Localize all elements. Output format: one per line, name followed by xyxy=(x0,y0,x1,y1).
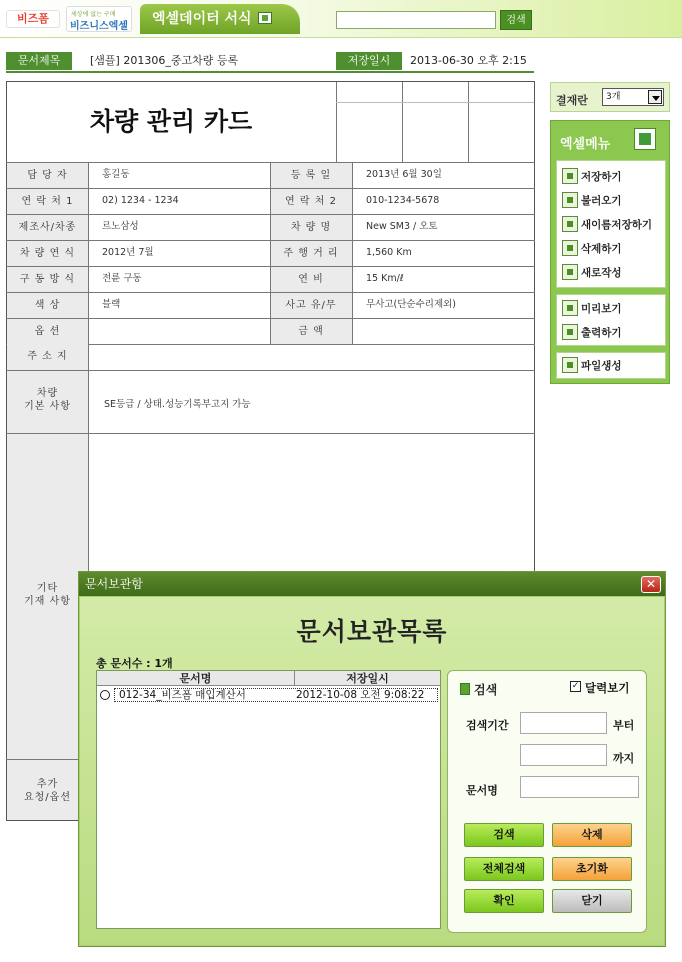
field-value: New SM3 / 오토 xyxy=(366,221,438,232)
excel-icon xyxy=(634,128,656,150)
calendar-checkbox-label[interactable]: 달력보기 xyxy=(585,681,630,695)
etc-label-1: 기타 xyxy=(36,583,59,594)
field-label: 연 락 처 1 xyxy=(7,189,88,214)
document-list[interactable] xyxy=(96,670,441,929)
close-icon[interactable]: ✕ xyxy=(641,576,661,593)
menu-item-icon xyxy=(562,168,578,184)
bizforms-logo[interactable]: 비즈폼 xyxy=(6,10,60,28)
close-button[interactable]: 닫기 xyxy=(552,889,632,913)
extra-label xyxy=(7,760,88,820)
menu-item-label: 미리보기 xyxy=(581,303,622,315)
approval-grid-line xyxy=(468,82,469,162)
doc-name-input[interactable] xyxy=(520,776,639,798)
period-label: 검색기간 xyxy=(466,719,509,732)
approval-grid-line xyxy=(336,102,534,103)
menu-item-icon xyxy=(562,264,578,280)
period-from-suffix: 부터 xyxy=(613,719,635,732)
period-to-input[interactable] xyxy=(520,744,607,766)
field-label: 사고 유/무 xyxy=(270,293,352,318)
menu-item[interactable] xyxy=(562,216,652,234)
card-title: 차량 관리 카드 xyxy=(89,107,253,136)
field-value: 전륜 구동 xyxy=(102,273,142,284)
search-button[interactable]: 검색 xyxy=(500,10,532,30)
approval-select[interactable] xyxy=(602,88,664,106)
menu-item-icon xyxy=(562,216,578,232)
menu-item[interactable] xyxy=(562,264,622,282)
save-date-value: 2013-06-30 오후 2:15 xyxy=(410,54,527,67)
field-label: 차 량 연 식 xyxy=(7,241,88,266)
address-label: 주 소 지 xyxy=(7,344,88,370)
menu-item-icon xyxy=(562,192,578,208)
search-all-button[interactable]: 전체검색 xyxy=(464,857,544,881)
field-value: 무사고(단순수리제외) xyxy=(366,299,457,310)
menu-item-icon xyxy=(562,324,578,340)
basic-info-label-2: 기본 사항 xyxy=(24,401,71,412)
app-title-tab xyxy=(140,4,300,34)
field-value xyxy=(352,318,534,344)
approval-select-value: 3개 xyxy=(606,92,621,102)
search-panel-title: 검색 xyxy=(474,683,498,697)
app-title: 엑셀데이터 서식 xyxy=(152,11,252,27)
field-value: 1,560 Km xyxy=(366,247,412,258)
business-excel-logo[interactable] xyxy=(66,6,132,32)
menu-item-label: 삭제하기 xyxy=(581,243,622,255)
doc-name-label: 문서명 xyxy=(466,784,498,797)
approval-grid-line xyxy=(336,82,337,162)
search-marker-icon xyxy=(460,683,470,695)
field-label: 차 량 명 xyxy=(270,215,352,240)
reset-button[interactable]: 초기화 xyxy=(552,857,632,881)
field-value: 블랙 xyxy=(102,299,121,310)
field-label: 담 당 자 xyxy=(7,163,88,188)
field-label: 옵 션 xyxy=(7,319,88,344)
basic-info-label xyxy=(7,371,88,433)
menu-item[interactable] xyxy=(562,192,622,210)
period-from-input[interactable] xyxy=(520,712,607,734)
field-value: 2013년 6월 30일 xyxy=(366,169,442,180)
dialog-heading: 문서보관목록 xyxy=(296,617,448,646)
basic-info-value: SE등급 / 상태.성능기록부고지 가능 xyxy=(104,399,251,410)
menu-item-icon xyxy=(562,357,578,373)
field-value: 02) 1234 - 1234 xyxy=(102,195,179,206)
field-label: 제조사/차종 xyxy=(7,215,88,240)
field-value: 르노삼성 xyxy=(102,221,139,232)
ok-button[interactable]: 확인 xyxy=(464,889,544,913)
list-item[interactable] xyxy=(114,688,438,702)
menu-item-label: 새이름저장하기 xyxy=(581,219,653,231)
column-header-name[interactable]: 문서명 xyxy=(97,671,295,686)
field-label: 등 록 일 xyxy=(270,163,352,188)
doc-title-value: [샘플] 201306_중고차량 등록 xyxy=(90,54,239,67)
field-value: 010-1234-5678 xyxy=(366,195,440,206)
field-value: 15 Km/ℓ xyxy=(366,273,404,284)
excel-sheet-icon xyxy=(258,12,272,24)
menu-item-icon xyxy=(562,300,578,316)
row-radio[interactable] xyxy=(100,690,110,700)
grid-line xyxy=(352,162,353,344)
document-count: 총 문서수 : 1개 xyxy=(96,657,173,670)
extra-label-1: 추가 xyxy=(36,779,59,790)
field-value xyxy=(88,318,270,344)
menu-item[interactable] xyxy=(562,324,622,342)
extra-label-2: 요청/옵션 xyxy=(23,792,71,803)
field-label: 색 상 xyxy=(7,293,88,318)
menu-item[interactable] xyxy=(562,240,622,258)
field-label: 금 액 xyxy=(270,319,352,344)
etc-label xyxy=(7,434,88,759)
field-label: 연 비 xyxy=(270,267,352,292)
field-value: 홍길동 xyxy=(102,169,130,180)
approval-label: 결재란 xyxy=(556,94,588,107)
save-date-label: 저장일시 xyxy=(336,52,402,70)
search-submit-button[interactable]: 검색 xyxy=(464,823,544,847)
dialog-titlebar[interactable]: 문서보관함 xyxy=(79,572,665,596)
list-item-name: 012-34_비즈폼 매입계산서 xyxy=(119,689,246,701)
doc-title-label: 문서제목 xyxy=(6,52,72,70)
basic-info-label-1: 차량 xyxy=(36,388,59,399)
list-item-date: 2012-10-08 오전 9:08:22 xyxy=(296,689,425,701)
calendar-checkbox[interactable]: ✓ xyxy=(571,681,580,691)
logo-tagline: 세상에 없는 구매 xyxy=(71,11,116,18)
column-header-date[interactable]: 저장일시 xyxy=(295,671,440,686)
logo-text: 비즈니스엑셀 xyxy=(70,21,128,32)
menu-item-label: 불러오기 xyxy=(581,195,622,207)
field-label: 구 동 방 식 xyxy=(7,267,88,292)
period-to-suffix: 까지 xyxy=(613,752,635,765)
search-input[interactable] xyxy=(336,11,496,29)
grid-line xyxy=(270,162,271,344)
field-label: 주 행 거 리 xyxy=(270,241,352,266)
menu-item-label: 새로작성 xyxy=(581,267,622,279)
menu-item-label: 출력하기 xyxy=(581,327,622,339)
menu-item-label: 파일생성 xyxy=(581,360,622,372)
menu-item-label: 저장하기 xyxy=(581,171,622,183)
menu-item-icon xyxy=(562,240,578,256)
etc-label-2: 기재 사항 xyxy=(24,596,71,607)
field-label: 연 락 처 2 xyxy=(270,189,352,214)
chevron-down-icon[interactable] xyxy=(648,90,662,104)
approval-grid-line xyxy=(402,82,403,162)
field-value: 2012년 7월 xyxy=(102,247,154,258)
title-divider xyxy=(6,71,534,73)
excel-menu-title: 엑셀메뉴 xyxy=(560,137,611,152)
menu-item[interactable] xyxy=(562,168,622,186)
delete-button[interactable]: 삭제 xyxy=(552,823,632,847)
menu-item[interactable] xyxy=(562,357,622,375)
menu-item[interactable] xyxy=(562,300,622,318)
